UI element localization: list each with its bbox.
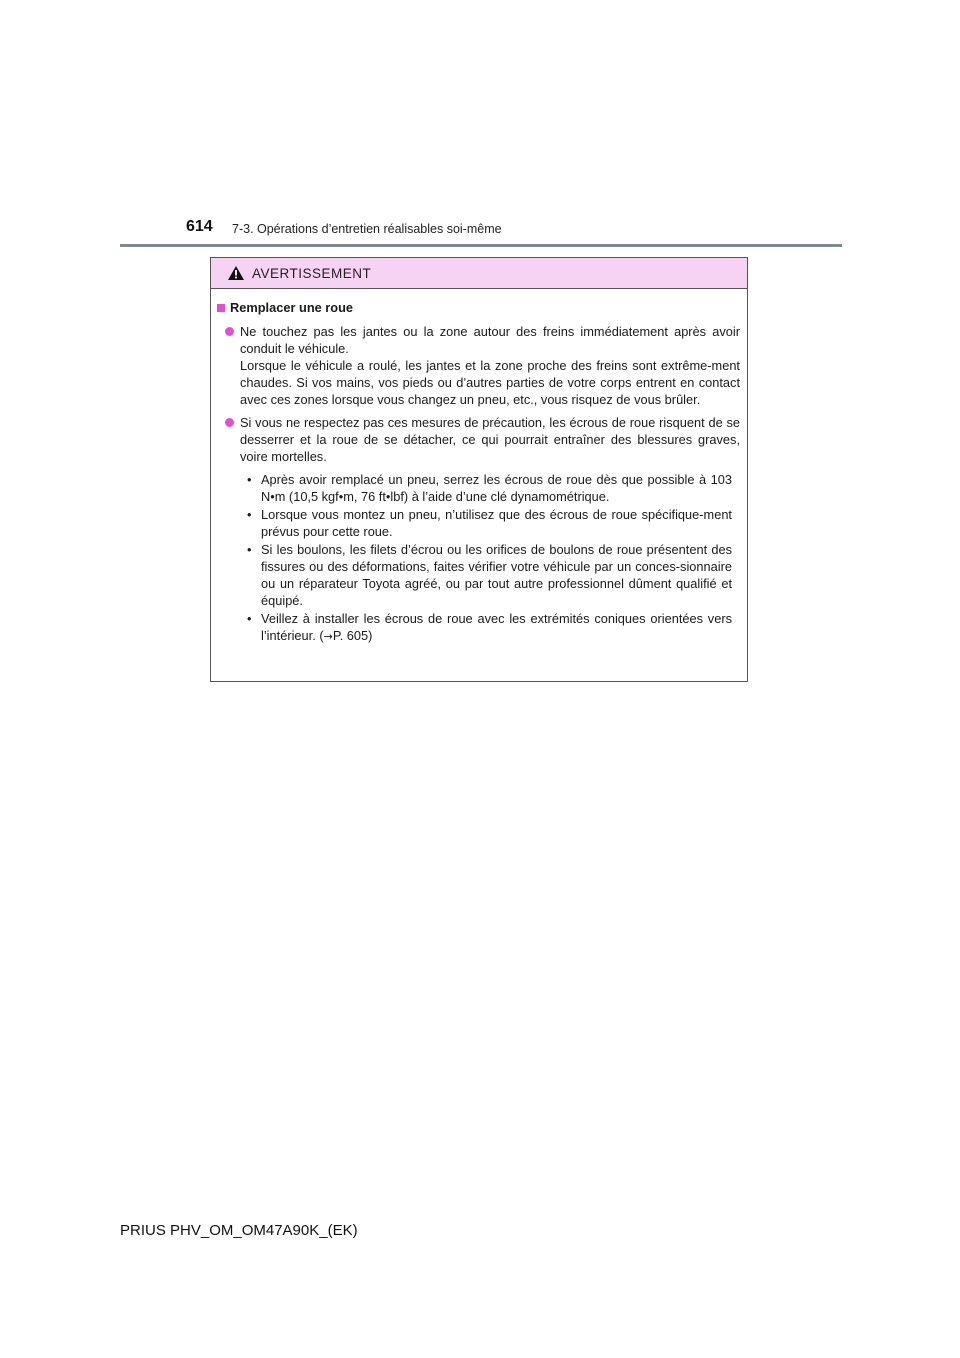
section-title: 7-3. Opérations d’entretien réalisables soi-même (232, 222, 502, 236)
list-item-text (261, 610, 740, 645)
document-code: PRIUS PHV_OM_OM47A90K_(EK) (120, 1222, 358, 1239)
paragraph: Lorsque le véhicule a roulé, les jantes et la zone proche des freins sont extrême-ment chaudes. Si vos mains, vos pieds ou d’autres parties de votre corps entrent en contact avec ces zones lorsque vous changez un pneu, etc., vous risquez de vous brûler. (240, 358, 740, 407)
warning-item-text (240, 323, 740, 408)
precaution-list (247, 471, 740, 645)
subheading-text: Remplacer une roue (230, 300, 354, 315)
warning-body (211, 289, 747, 645)
square-bullet-icon (217, 304, 225, 312)
warning-triangle-icon (227, 265, 245, 281)
circle-bullet-icon (225, 327, 234, 336)
list-item (247, 471, 740, 505)
paragraph: Si vous ne respectez pas ces mesures de précaution, les écrous de roue risquent de se desserrer et la roue de se détacher, ce qui pourrait entraîner des blessures graves, voire mortelles. (240, 415, 740, 464)
warning-item (225, 323, 740, 408)
header-divider (120, 244, 842, 247)
list-item-text: Lorsque vous montez un pneu, n’utilisez que des écrous de roue spécifique-ment prévus pour cette roue. (261, 507, 732, 539)
bullet-dot: • (247, 507, 252, 522)
circle-bullet-icon (225, 418, 234, 427)
list-item (247, 610, 740, 645)
warning-box (210, 257, 748, 682)
paragraph: Ne touchez pas les jantes ou la zone autour des freins immédiatement après avoir conduit le véhicule. (240, 324, 740, 356)
warning-item (225, 414, 740, 465)
list-item-text-main: Veillez à installer les écrous de roue avec les extrémités coniques orientées vers l’intérieur. ( (261, 611, 732, 643)
list-item-text: Après avoir remplacé un pneu, serrez les écrous de roue dès que possible à 103 N•m (10,5 kgf•m, 76 ft•lbf) à l’aide d’une clé dynamométrique. (261, 472, 732, 504)
page-number: 614 (186, 218, 213, 235)
bullet-dot: • (247, 611, 252, 626)
warning-header (211, 258, 747, 289)
list-item (247, 541, 740, 609)
warning-item-text (240, 414, 740, 465)
warning-subheading (217, 299, 740, 316)
bullet-dot: • (247, 472, 252, 487)
page-reference-link[interactable]: P. 605) (332, 628, 373, 643)
list-item (247, 506, 740, 540)
warning-title: AVERTISSEMENT (252, 265, 372, 281)
bullet-dot: • (247, 542, 252, 557)
arrow-right-icon: → (323, 630, 333, 643)
list-item-text: Si les boulons, les filets d’écrou ou les orifices de boulons de roue présentent des fissures ou des déformations, faites vérifier votre véhicule par un conces-sionnaire ou un réparateur Toyota agréé, ou par tout autre professionnel dûment qualifié et équipé. (261, 542, 732, 608)
